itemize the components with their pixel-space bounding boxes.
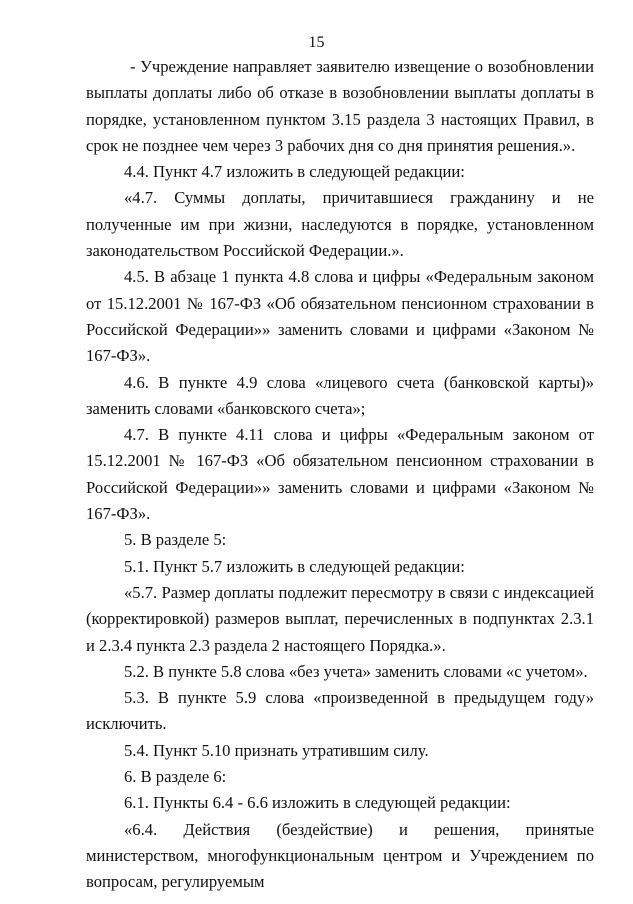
paragraph-5-2: 5.2. В пункте 5.8 слова «без учета» заменить словами «с учетом». xyxy=(124,661,588,681)
paragraph-section-5: 5. В разделе 5: xyxy=(124,530,227,550)
paragraph-resumption-notice: - Учреждение направляет заявителю извещение о возобновлении выплаты доплаты либо об отказе в возобновлении выплаты доплаты в порядке, установленном пунктом 3.15 раздела 3 настоящих Правил, в срок не позднее чем через 3 рабочих дня со дня принятия решения.». xyxy=(86,57,594,155)
paragraph-6-4-quote: «6.4. Действия (бездействие) и решения, принятые министерством, многофункциональным центром и Учреждением по вопросам, регулируемым xyxy=(86,819,594,892)
paragraph-4-6: 4.6. В пункте 4.9 слова «лицевого счета (банковской карты)» заменить словами «банковского счета»; xyxy=(86,372,594,418)
paragraph-5-1: 5.1. Пункт 5.7 изложить в следующей редакции: xyxy=(124,556,465,576)
paragraph-4-4: 4.4. Пункт 4.7 изложить в следующей редакции: xyxy=(124,162,465,182)
paragraph-4-7: 4.7. В пункте 4.11 слова и цифры «Федеральным законом от 15.12.2001 № 167-ФЗ «Об обязательном пенсионном страховании в Российской Федерации»» заменить словами и цифрами «Законом № 167-ФЗ». xyxy=(86,425,594,524)
paragraph-5-7-quote: «5.7. Размер доплаты подлежит пересмотру в связи с индексацией (корректировкой) размеров выплат, перечисленных в подпунктах 2.3.1 и 2.3.4 пункта 2.3 раздела 2 настоящего Порядка.». xyxy=(86,582,594,655)
paragraph-4-7-quote: «4.7. Суммы доплаты, причитавшиеся гражданину и не полученные им при жизни, наследуются в порядке, установленном законодательством Российской Федерации.». xyxy=(86,188,594,261)
paragraph-section-6: 6. В разделе 6: xyxy=(124,767,227,787)
document-body xyxy=(86,54,594,896)
page-number: 15 xyxy=(308,34,325,51)
paragraph-5-3: 5.3. В пункте 5.9 слова «произведенной в предыдущем году» исключить. xyxy=(86,688,594,734)
paragraph-6-1: 6.1. Пункты 6.4 - 6.6 изложить в следующей редакции: xyxy=(124,793,511,813)
paragraph-5-4: 5.4. Пункт 5.10 признать утратившим силу. xyxy=(124,740,429,760)
paragraph-4-5: 4.5. В абзаце 1 пункта 4.8 слова и цифры «Федеральным законом от 15.12.2001 № 167-ФЗ «Об обязательном пенсионном страховании в Российской Федерации»» заменить словами и цифрами «Законом № 167-ФЗ». xyxy=(86,267,594,366)
